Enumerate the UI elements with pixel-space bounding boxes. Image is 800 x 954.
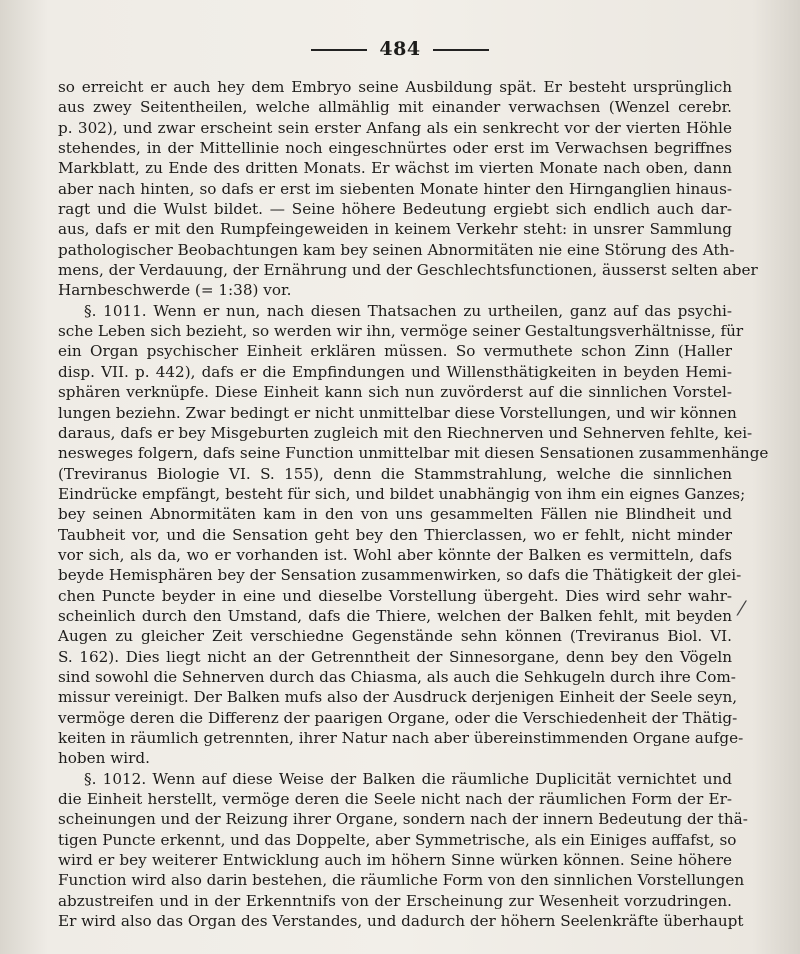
text-line: aber nach hinten, so dafs er erst im siebenten Monate hinter den Hirnganglien hinaus- <box>58 179 732 198</box>
text-line: wird er bey weiterer Entwicklung auch im höhern Sinne würken können. Seine höhere <box>58 851 732 870</box>
text-line: Er wird also das Organ des Verstandes, und dadurch der höhern Seelenkräfte überhaupt <box>58 912 744 931</box>
text-line: bey seinen Abnormitäten kam in den von uns gesammelten Fällen nie Blindheit und <box>58 505 732 524</box>
page-number: 484 <box>379 38 421 60</box>
margin-mark: ⁄ <box>740 596 744 620</box>
text-line: (Treviranus Biologie VI. S. 155), denn die Stammstrahlung, welche die sinnlichen <box>58 464 732 483</box>
text-line: daraus, dafs er bey Misgeburten zugleich mit den Riechnerven und Sehnerven fehlte, kei- <box>58 423 753 442</box>
text-line: lungen beziehn. Zwar bedingt er nicht unmittelbar diese Vorstellungen, und wir können <box>58 403 737 422</box>
text-line: scheinlich durch den Umstand, dafs die Thiere, welchen der Balken fehlt, mit beyden <box>58 606 732 625</box>
header-rule-right <box>433 49 489 51</box>
header-rule-left <box>311 49 367 51</box>
text-line: ragt und die Wulst bildet. — Seine höhere Bedeutung ergiebt sich endlich auch dar- <box>58 200 732 219</box>
text-line: sche Leben sich bezieht, so werden wir ihn, vermöge seiner Gestaltungsverhältnisse, für <box>58 322 744 341</box>
text-line: tigen Puncte erkennt, und das Doppelte, aber Symmetrische, als ein Einiges auffafst, so <box>58 830 737 849</box>
text-line: abzustreifen und in der Erkenntnifs von der Erscheinung zur Wesenheit vorzudringen. <box>58 891 732 910</box>
text-line: vermöge deren die Differenz der paarigen Organe, oder die Verschiedenheit der Thätig- <box>58 708 738 727</box>
page-header <box>0 38 800 60</box>
text-line: ein Organ psychischer Einheit erklären müssen. So vermuthete schon Zinn (Haller <box>58 342 732 361</box>
text-line: sphären verknüpfe. Diese Einheit kann sich nun zuvörderst auf die sinnlichen Vorstel- <box>58 383 732 402</box>
text-line: stehendes, in der Mittellinie noch eingeschnürtes oder erst im Verwachsen begriffnes <box>58 139 732 158</box>
text-line: sind sowohl die Sehnerven durch das Chiasma, als auch die Sehkugeln durch ihre Com- <box>58 667 736 686</box>
paragraph-end-line: Harnbeschwerde (= 1:38) vor. <box>58 281 292 300</box>
text-line: beyde Hemisphären bey der Sensation zusammenwirken, so dafs die Thätigkeit der glei- <box>58 566 742 585</box>
text-line: p. 302), und zwar erscheint sein erster Anfang als ein senkrecht vor der vierten Höhle <box>58 118 732 137</box>
paragraph-end-line: hoben wird. <box>58 749 150 768</box>
text-line: chen Puncte beyder in eine und dieselbe Vorstellung übergeht. Dies wird sehr wahr- <box>58 586 732 605</box>
text-line: mens, der Verdauung, der Ernährung und der Geschlechtsfunctionen, äusserst selten aber <box>58 261 758 280</box>
body-text <box>58 77 769 931</box>
text-line: aus, dafs er mit den Rumpfeingeweiden in keinem Verkehr steht: in unsrer Sammlung <box>58 220 732 239</box>
paragraph-start-line-1011: §. 1011. Wenn er nun, nach diesen Thatsachen zu urtheilen, ganz auf das psychi- <box>84 301 732 320</box>
text-line: aus zwey Seitentheilen, welche allmählig mit einander verwachsen (Wenzel cerebr. <box>58 98 732 117</box>
text-line: Eindrücke empfängt, besteht für sich, und bildet unabhängig von ihm ein eignes Ganzes; <box>58 484 746 503</box>
text-line: keiten in räumlich getrennten, ihrer Natur nach aber übereinstimmenden Organe aufge- <box>58 729 744 747</box>
text-line: vor sich, als da, wo er vorhanden ist. Wohl aber könnte der Balken es vermitteln, dafs <box>58 545 732 564</box>
text-line: Augen zu gleicher Zeit verschiedne Gegenstände sehn können (Treviranus Biol. VI. <box>58 627 732 646</box>
text-line: missur vereinigt. Der Balken mufs also der Ausdruck derjenigen Einheit der Seele seyn, <box>58 688 738 707</box>
text-line: S. 162). Dies liegt nicht an der Getrenntheit der Sinnesorgane, denn bey den Vögeln <box>58 647 732 666</box>
text-line: Markblatt, zu Ende des dritten Monats. Er wächst im vierten Monate nach oben, dann <box>58 159 732 178</box>
text-line: Function wird also darin bestehen, die räumliche Form von den sinnlichen Vorstellungen <box>58 871 745 890</box>
text-line: scheinungen und der Reizung ihrer Organe, sondern nach der innern Bedeutung der thä- <box>58 810 748 829</box>
text-line: Taubheit vor, und die Sensation geht bey den Thierclassen, wo er fehlt, nicht minder <box>58 525 732 544</box>
text-line: nesweges folgern, dafs seine Function unmittelbar mit diesen Sensationen zusammenhänge <box>58 444 769 463</box>
paragraph-start-line-1012: §. 1012. Wenn auf diese Weise der Balken die räumliche Duplicität vernichtet und <box>84 769 732 788</box>
text-line: pathologischer Beobachtungen kam bey seinen Abnormitäten nie eine Störung des Ath- <box>58 240 735 259</box>
text-line: so erreicht er auch hey dem Embryo seine Ausbildung spät. Er besteht ursprünglich <box>58 78 732 96</box>
text-line: die Einheit herstellt, vermöge deren die Seele nicht nach der räumlichen Form der Er- <box>58 790 732 809</box>
text-line: disp. VII. p. 442), dafs er die Empfindungen und Willensthätigkeiten in beyden Hemi- <box>58 362 732 381</box>
